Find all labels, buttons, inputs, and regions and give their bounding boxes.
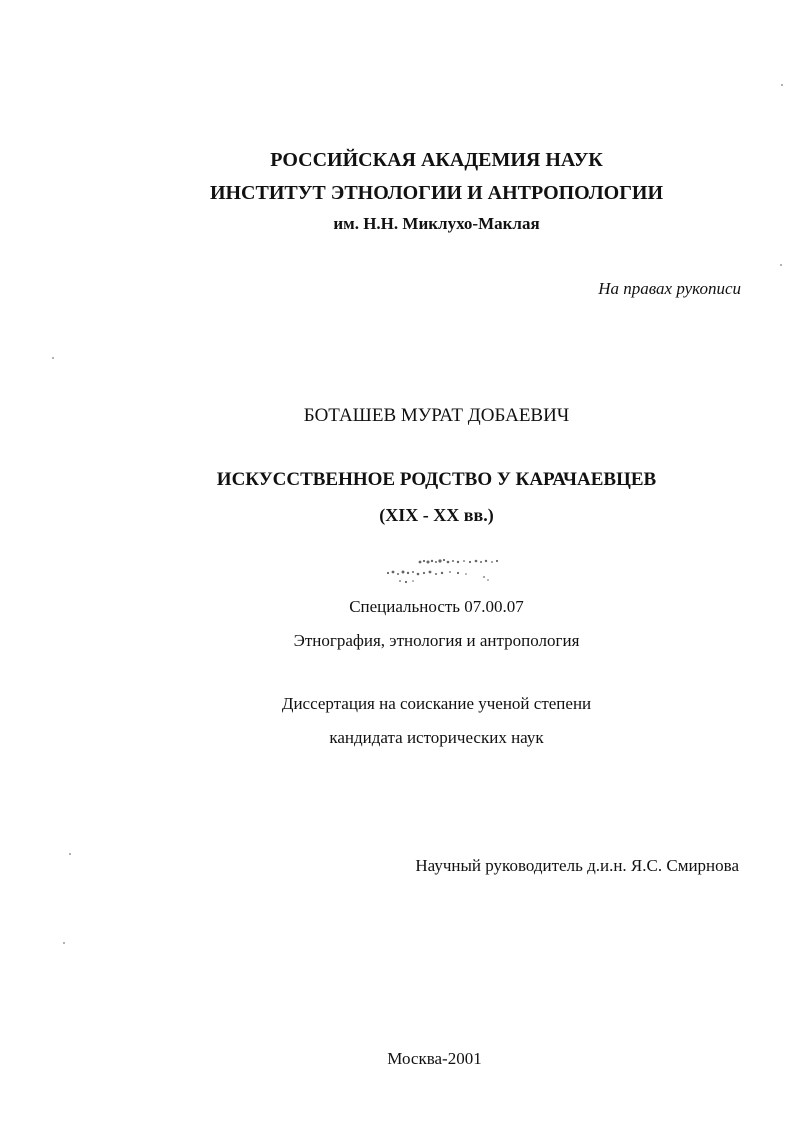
- city-year: Москва-2001: [387, 1049, 482, 1068]
- scan-speck: [780, 264, 782, 266]
- institute-name: ИНСТИТУТ ЭТНОЛОГИИ И АНТРОПОЛОГИИ: [209, 182, 664, 204]
- scientific-supervisor: Научный руководитель д.и.н. Я.С. Смирнова: [415, 856, 739, 875]
- institute-dedication: им. Н.Н. Миклухо-Маклая: [333, 214, 540, 233]
- author-name: БОТАШЕВ МУРАТ ДОБАЕВИЧ: [303, 405, 570, 426]
- dissertation-purpose: Диссертация на соискание ученой степени: [281, 694, 592, 713]
- specialty-name: Этнография, этнология и антропология: [293, 631, 580, 650]
- scan-speck: [52, 357, 54, 359]
- dissertation-period: (XIX - XX вв.): [379, 505, 494, 525]
- dissertation-title: ИСКУССТВЕННОЕ РОДСТВО У КАРАЧАЕВЦЕВ: [216, 469, 657, 490]
- organization-name: РОССИЙСКАЯ АКАДЕМИЯ НАУК: [270, 149, 603, 171]
- scan-speck: [63, 942, 65, 944]
- faded-stamp-mark: [380, 554, 505, 588]
- manuscript-rights-note: На правах рукописи: [598, 279, 741, 298]
- scan-speck: [781, 84, 783, 86]
- specialty-code: Специальность 07.00.07: [349, 597, 524, 616]
- dissertation-degree: кандидата исторических наук: [329, 728, 544, 747]
- scan-speck: [69, 853, 71, 855]
